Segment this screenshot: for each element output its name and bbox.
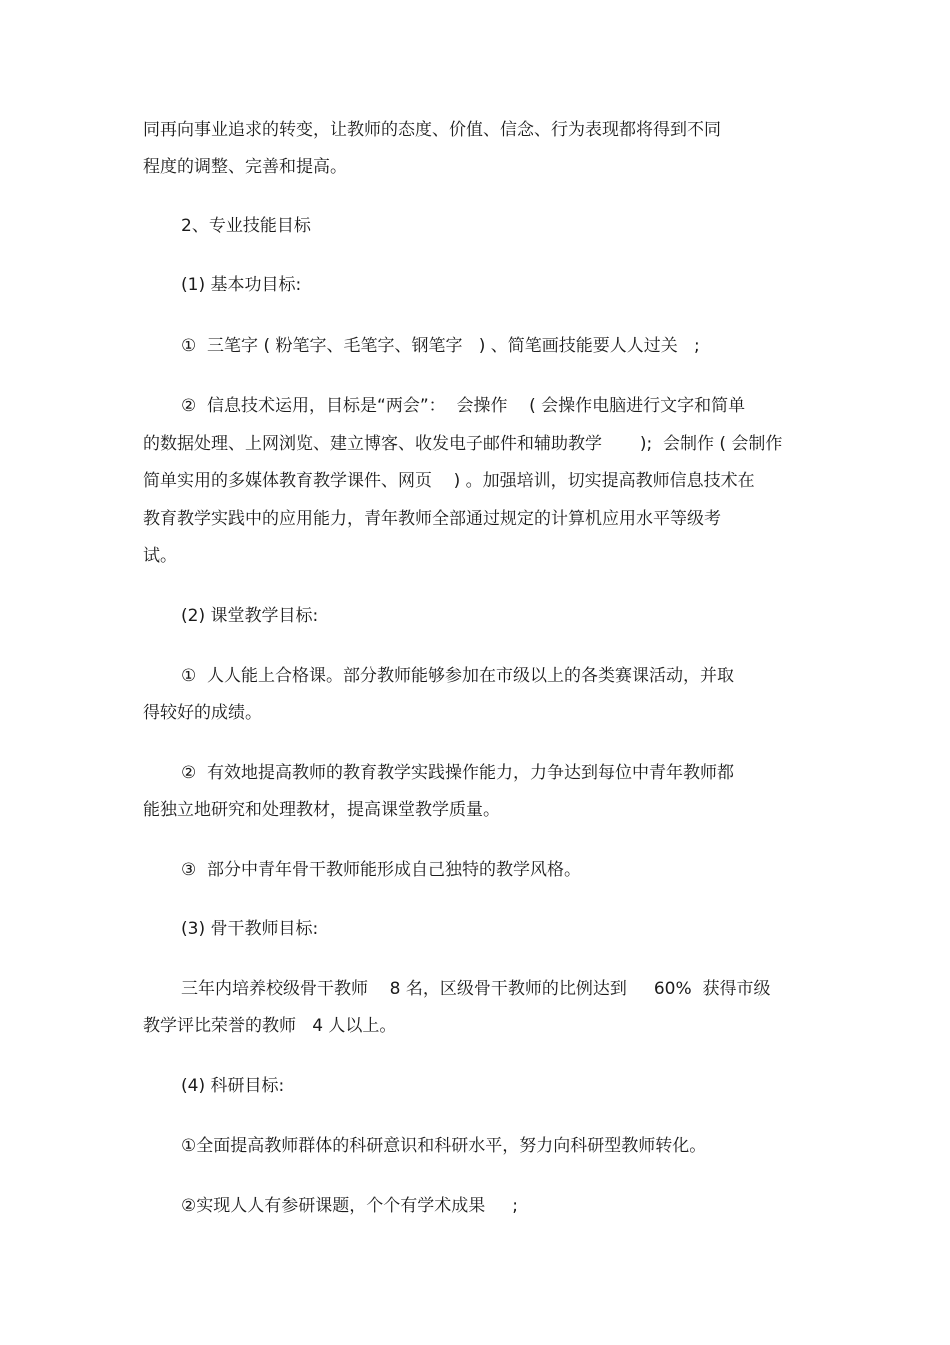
- list-item: ①全面提高教师群体的科研意识和科研水平，努力向科研型教师转化。: [181, 1136, 707, 1156]
- body-text-line: 同再向事业追求的转变，让教师的态度、价值、信念、行为表现都将得到不同: [143, 120, 721, 140]
- subsection-heading: (3) 骨干教师目标:: [181, 919, 319, 939]
- list-item: ① 三笔字 ( 粉笔字、毛笔字、钢笔字 ) 、简笔画技能要人人过关 ;: [181, 336, 700, 356]
- subsection-heading: (4) 科研目标:: [181, 1076, 285, 1096]
- body-text-line: 教育教学实践中的应用能力，青年教师全部通过规定的计算机应用水平等级考: [143, 509, 721, 529]
- list-item: ① 人人能上合格课。部分教师能够参加在市级以上的各类赛课活动，并取: [181, 666, 735, 686]
- list-item: ② 有效地提高教师的教育教学实践操作能力，力争达到每位中青年教师都: [181, 763, 735, 783]
- body-text-line: 的数据处理、上网浏览、建立博客、收发电子邮件和辅助教学 ); 会制作 ( 会制作: [143, 434, 783, 454]
- body-text-line: 得较好的成绩。: [143, 703, 262, 723]
- list-item: ②实现人人有参研课题，个个有学术成果 ;: [181, 1196, 518, 1216]
- list-item: ② 信息技术运用，目标是“两会”： 会操作 ( 会操作电脑进行文字和简单: [181, 396, 746, 416]
- subsection-heading: (2) 课堂教学目标:: [181, 606, 319, 626]
- body-text-line: 教学评比荣誉的教师 4 人以上。: [143, 1016, 397, 1036]
- body-text-line: 简单实用的多媒体教育教学课件、网页 ) 。加强培训，切实提高教师信息技术在: [143, 471, 755, 491]
- body-text-line: 三年内培养校级骨干教师 8 名，区级骨干教师的比例达到 60% 获得市级: [181, 979, 771, 999]
- body-text-line: 能独立地研究和处理教材，提高课堂教学质量。: [143, 800, 500, 820]
- list-item: ③ 部分中青年骨干教师能形成自己独特的教学风格。: [181, 860, 582, 880]
- section-heading: 2、专业技能目标: [181, 216, 311, 236]
- subsection-heading: (1) 基本功目标:: [181, 275, 302, 295]
- body-text-line: 程度的调整、完善和提高。: [143, 157, 347, 177]
- body-text-line: 试。: [143, 546, 177, 566]
